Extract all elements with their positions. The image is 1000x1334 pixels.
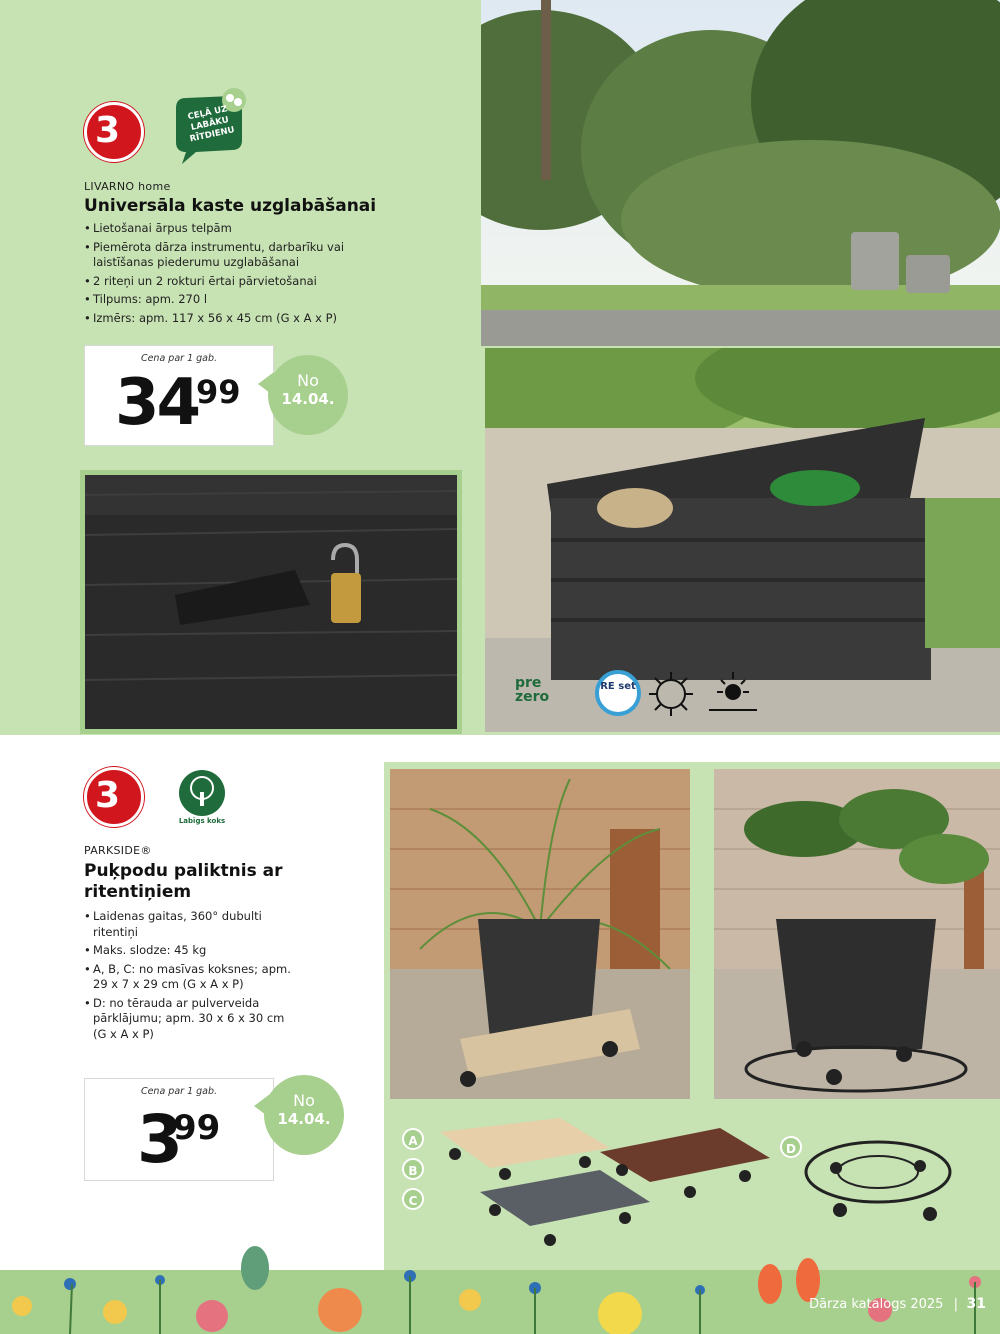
tree-icon — [179, 770, 225, 816]
lock-detail-photo — [80, 470, 462, 734]
warranty-number: 3 — [95, 775, 121, 816]
footer-separator: | — [953, 1297, 958, 1312]
product2-date-bubble — [264, 1075, 344, 1155]
badge-text: CEĻĀ UZ LABĀKU RĪTDIENU — [186, 104, 236, 145]
caddy-illustrations — [400, 1110, 1000, 1255]
product1-date-bubble — [268, 355, 348, 435]
prezero-text: pre zero — [515, 675, 550, 705]
product1-title: Universāla kaste uzglabāšanai — [84, 196, 377, 216]
feature-item: • D: no tērauda ar pulverveida pārklājumu; apm. 30 x 6 x 30 cm (G x A x P) — [84, 996, 294, 1043]
feature-item: • 2 riteņi un 2 rokturi ērtai pārvietošanai — [84, 274, 374, 290]
variant-badge-b: B — [402, 1158, 424, 1180]
prezero-logo-icon — [515, 676, 585, 710]
footer-catalog-label — [809, 1297, 958, 1312]
variant-badge-a: A — [402, 1128, 424, 1150]
product2-title: Puķpodu paliktnis ar ritentiņiem — [84, 861, 283, 902]
tree-badge — [178, 770, 226, 826]
date-prefix: No — [297, 371, 319, 390]
price-decimals: 99 — [196, 373, 241, 411]
tree-label: Labīgs koks — [178, 817, 226, 825]
feature-item: • Maks. slodze: 45 kg — [84, 943, 294, 959]
page-number: 31 — [966, 1296, 986, 1312]
feature-item: • Tilpums: apm. 270 l — [84, 292, 374, 308]
warranty-3-years-badge-2 — [84, 767, 144, 827]
price-integer: 34 — [115, 366, 199, 440]
better-tomorrow-badge — [166, 86, 250, 166]
variant-badge-d: D — [780, 1136, 802, 1158]
warranty-3-years-badge — [84, 102, 144, 162]
product2-features — [84, 909, 294, 1045]
price-decimals: 99 — [173, 1108, 221, 1148]
feature-item: • Lietošanai ārpus telpām — [84, 221, 374, 237]
product1-price-box — [84, 345, 274, 446]
product1-features — [84, 221, 374, 329]
price-label: Cena par 1 gab. — [140, 1086, 218, 1097]
product2-price-box — [84, 1078, 274, 1181]
uv-resistant-icon — [707, 670, 759, 716]
reset-text: RE set — [600, 681, 636, 692]
plant-on-wooden-caddy-photo — [390, 769, 690, 1099]
price-label: Cena par 1 gab. — [140, 353, 218, 364]
frost-resistant-icon — [647, 670, 695, 718]
decorative-flower-border — [0, 1240, 1000, 1334]
feature-item: • Laidenas gaitas, 360° dubulti ritentiņi — [84, 909, 294, 940]
feature-item: • Izmērs: apm. 117 x 56 x 45 cm (G x A x P) — [84, 311, 374, 327]
product1-brand: LIVARNO home — [84, 180, 171, 193]
date-value: 14.04. — [281, 390, 335, 408]
date-value: 14.04. — [277, 1110, 331, 1128]
price-integer: 3 — [137, 1101, 180, 1178]
storage-box-photo — [485, 348, 1000, 732]
plant-caddy-variants — [400, 1110, 1000, 1255]
product2-brand: PARKSIDE® — [84, 844, 152, 857]
variant-badge-c: C — [402, 1188, 424, 1210]
date-prefix: No — [293, 1091, 315, 1110]
catalog-name: Dārza katalogs 2025 — [809, 1297, 944, 1312]
reset-plastic-icon — [595, 670, 641, 716]
feature-item: • A, B, C: no masīvas koksnes; apm. 29 x 7 x 29 cm (G x A x P) — [84, 962, 294, 993]
plant-on-metal-caddy-photo — [714, 769, 1000, 1099]
feature-item: • Piemērota dārza instrumentu, darbarīku vai laistīšanas piederumu uzglabāšanai — [84, 240, 374, 271]
garden-scene-photo — [481, 0, 1000, 346]
warranty-number: 3 — [95, 110, 121, 151]
